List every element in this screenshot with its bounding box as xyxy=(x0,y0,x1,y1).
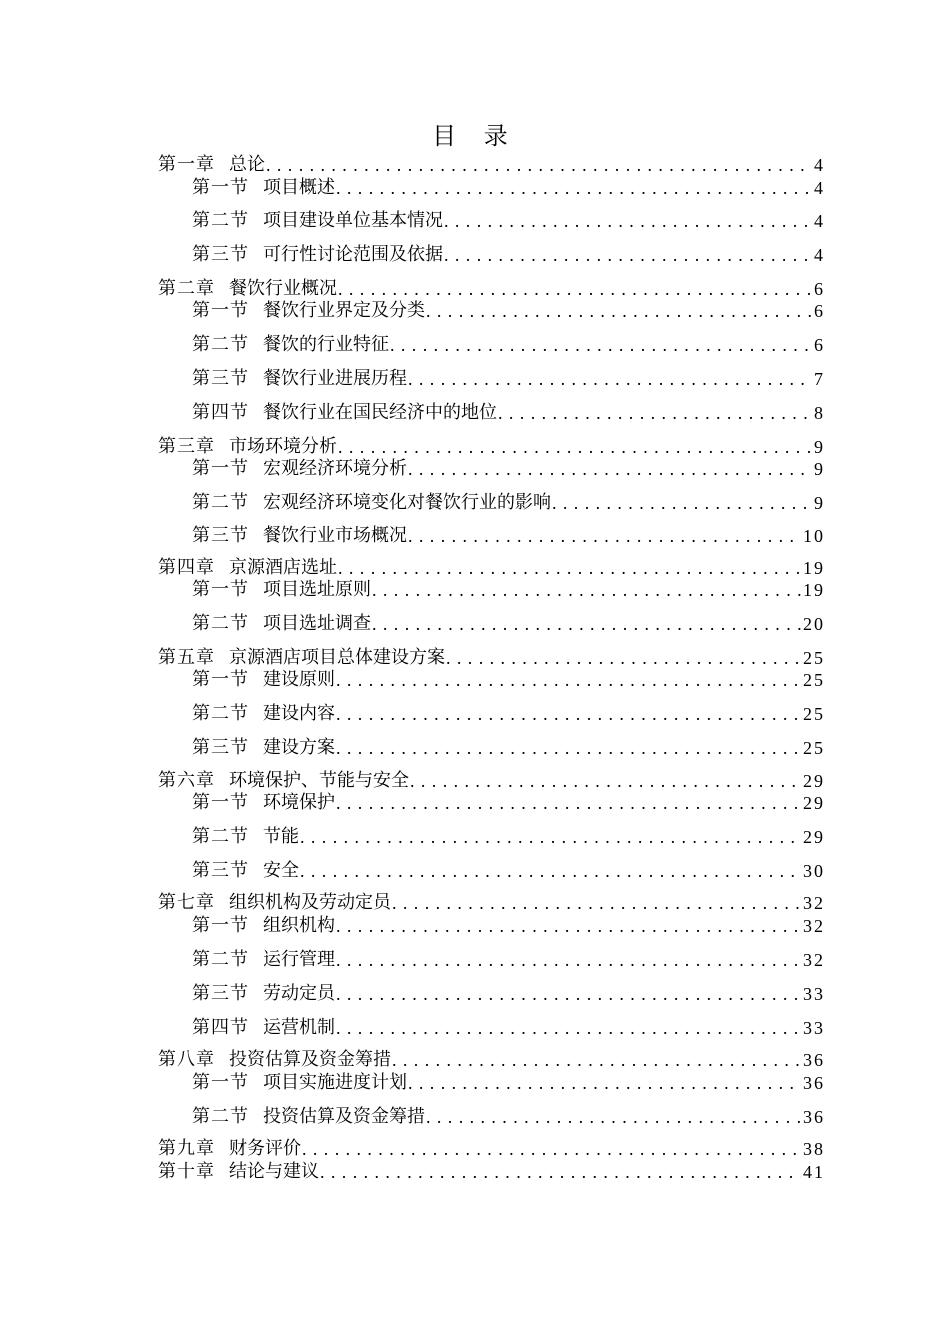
entry-page-number: 4 xyxy=(814,211,825,231)
entry-number: 第三章 xyxy=(158,436,215,457)
entry-page-number: 4 xyxy=(814,178,825,198)
entry-page-number: 36 xyxy=(803,1107,825,1127)
entry-number: 第一节 xyxy=(192,669,249,690)
toc-entry-section[interactable] xyxy=(192,943,825,971)
entry-title: 可行性讨论范围及依据 xyxy=(263,244,443,265)
entry-page-number: 9 xyxy=(814,459,825,479)
entry-number: 第三节 xyxy=(192,983,249,1004)
dot-leader xyxy=(336,983,801,1005)
entry-number: 第一节 xyxy=(192,177,249,198)
entry-page-number: 20 xyxy=(803,614,825,634)
entry-number: 第四节 xyxy=(192,1017,249,1038)
entry-page-number: 10 xyxy=(803,526,825,546)
entry-page-number: 25 xyxy=(803,704,825,724)
entry-page-number: 7 xyxy=(814,369,825,389)
dot-leader xyxy=(390,334,812,356)
entry-number: 第四节 xyxy=(192,402,249,423)
entry-page-number: 25 xyxy=(803,670,825,690)
entry-page-number: 9 xyxy=(814,493,825,513)
toc-entry-section[interactable] xyxy=(192,977,825,1005)
entry-title: 劳动定员 xyxy=(263,983,335,1004)
entry-page-number: 36 xyxy=(803,1073,825,1093)
entry-title: 环境保护 xyxy=(263,792,335,813)
dot-leader xyxy=(408,368,812,390)
toc-entry-section[interactable] xyxy=(192,328,825,356)
entry-number: 第九章 xyxy=(158,1138,215,1159)
entry-number: 第三节 xyxy=(192,737,249,758)
entry-number: 第二节 xyxy=(192,1106,249,1127)
entry-page-number: 19 xyxy=(803,558,825,578)
entry-title: 宏观经济环境变化对餐饮行业的影响 xyxy=(263,492,551,513)
entry-title: 餐饮行业在国民经济中的地位 xyxy=(263,402,497,423)
entry-number: 第三节 xyxy=(192,244,249,265)
dot-leader xyxy=(444,244,812,266)
entry-number: 第三节 xyxy=(192,525,249,546)
toc-entry-section[interactable] xyxy=(192,786,825,814)
toc-entry-section[interactable] xyxy=(192,519,825,547)
toc-entry-section[interactable] xyxy=(192,362,825,390)
entry-title: 总论 xyxy=(229,154,265,175)
dot-leader xyxy=(336,703,801,725)
entry-number: 第七章 xyxy=(158,892,215,913)
dot-leader xyxy=(408,525,801,547)
dot-leader xyxy=(336,669,801,691)
entry-number: 第一节 xyxy=(192,300,249,321)
toc-entry-section[interactable] xyxy=(192,573,825,601)
entry-page-number: 25 xyxy=(803,648,825,668)
entry-number: 第四章 xyxy=(158,557,215,578)
dot-leader xyxy=(336,737,801,759)
entry-title: 节能 xyxy=(263,826,299,847)
entry-page-number: 38 xyxy=(803,1139,825,1159)
dot-leader xyxy=(408,458,812,480)
dot-leader xyxy=(336,915,801,937)
entry-title: 结论与建议 xyxy=(229,1161,319,1182)
entry-title: 建设原则 xyxy=(263,669,335,690)
toc-entry-section[interactable] xyxy=(192,697,825,725)
entry-number: 第二节 xyxy=(192,949,249,970)
toc-entry-section[interactable] xyxy=(192,238,825,266)
entry-title: 运营机制 xyxy=(263,1017,335,1038)
entry-number: 第八章 xyxy=(158,1049,215,1070)
entry-number: 第二节 xyxy=(192,613,249,634)
dot-leader xyxy=(336,949,801,971)
entry-title: 京源酒店项目总体建设方案 xyxy=(229,647,445,668)
toc-entry-section[interactable] xyxy=(192,1100,825,1128)
toc-title: 目 录 xyxy=(432,122,518,150)
entry-title: 餐饮行业进展历程 xyxy=(263,368,407,389)
toc-entry-section[interactable] xyxy=(192,452,825,480)
entry-number: 第三节 xyxy=(192,860,249,881)
entry-title: 宏观经济环境分析 xyxy=(263,458,407,479)
entry-page-number: 9 xyxy=(814,437,825,457)
entry-title: 京源酒店选址 xyxy=(229,557,337,578)
dot-leader xyxy=(372,579,801,601)
entry-title: 餐饮行业市场概况 xyxy=(263,525,407,546)
entry-title: 组织机构 xyxy=(263,915,335,936)
dot-leader xyxy=(426,1106,801,1128)
entry-title: 投资估算及资金筹措 xyxy=(229,1049,391,1070)
entry-number: 第二节 xyxy=(192,703,249,724)
entry-page-number: 30 xyxy=(803,861,825,881)
entry-page-number: 6 xyxy=(814,335,825,355)
entry-page-number: 32 xyxy=(803,893,825,913)
entry-title: 餐饮行业概况 xyxy=(229,278,337,299)
toc-entry-section[interactable] xyxy=(192,1066,825,1094)
toc-entry-section[interactable] xyxy=(192,204,825,232)
dot-leader xyxy=(320,1161,801,1183)
dot-leader xyxy=(336,177,812,199)
entry-title: 餐饮的行业特征 xyxy=(263,334,389,355)
entry-title: 项目概述 xyxy=(263,177,335,198)
entry-title: 安全 xyxy=(263,860,299,881)
entry-title: 组织机构及劳动定员 xyxy=(229,892,391,913)
toc-entry-section[interactable] xyxy=(192,294,825,322)
dot-leader xyxy=(498,402,812,424)
entry-page-number: 33 xyxy=(803,1018,825,1038)
entry-number: 第二节 xyxy=(192,210,249,231)
toc-entry-section[interactable] xyxy=(192,820,825,848)
entry-number: 第六章 xyxy=(158,770,215,791)
entry-number: 第二章 xyxy=(158,278,215,299)
toc-entry-section[interactable] xyxy=(192,1011,825,1039)
dot-leader xyxy=(408,1072,801,1094)
entry-number: 第三节 xyxy=(192,368,249,389)
dot-leader xyxy=(372,613,801,635)
entry-page-number: 41 xyxy=(803,1162,825,1182)
dot-leader xyxy=(426,300,812,322)
toc-entry-section[interactable] xyxy=(192,909,825,937)
dot-leader xyxy=(336,792,801,814)
entry-page-number: 29 xyxy=(803,771,825,791)
entry-page-number: 19 xyxy=(803,580,825,600)
entry-number: 第一节 xyxy=(192,1072,249,1093)
entry-number: 第二节 xyxy=(192,492,249,513)
entry-title: 项目建设单位基本情况 xyxy=(263,210,443,231)
entry-number: 第一节 xyxy=(192,458,249,479)
toc-entry-section[interactable] xyxy=(192,731,825,759)
entry-title: 运行管理 xyxy=(263,949,335,970)
entry-number: 第一章 xyxy=(158,154,215,175)
entry-page-number: 29 xyxy=(803,827,825,847)
entry-page-number: 36 xyxy=(803,1050,825,1070)
dot-leader xyxy=(300,860,801,882)
dot-leader xyxy=(444,210,812,232)
toc-entry-section[interactable] xyxy=(192,607,825,635)
entry-title: 财务评价 xyxy=(229,1138,301,1159)
entry-title: 项目选址调查 xyxy=(263,613,371,634)
entry-number: 第二节 xyxy=(192,334,249,355)
entry-page-number: 6 xyxy=(814,301,825,321)
entry-title: 建设方案 xyxy=(263,737,335,758)
entry-number: 第一节 xyxy=(192,792,249,813)
entry-title: 环境保护、节能与安全 xyxy=(229,770,409,791)
entry-number: 第一节 xyxy=(192,579,249,600)
entry-title: 餐饮行业界定及分类 xyxy=(263,300,425,321)
entry-page-number: 6 xyxy=(814,279,825,299)
entry-number: 第十章 xyxy=(158,1161,215,1182)
entry-title: 建设内容 xyxy=(263,703,335,724)
entry-title: 市场环境分析 xyxy=(229,436,337,457)
entry-page-number: 4 xyxy=(814,155,825,175)
toc-entry-section[interactable] xyxy=(192,663,825,691)
dot-leader xyxy=(300,826,801,848)
entry-page-number: 33 xyxy=(803,984,825,1004)
toc-entry-section[interactable] xyxy=(192,171,825,199)
entry-page-number: 4 xyxy=(814,245,825,265)
entry-title: 投资估算及资金筹措 xyxy=(263,1106,425,1127)
toc-entry-section[interactable] xyxy=(192,396,825,424)
toc-entry-section[interactable] xyxy=(192,854,825,882)
dot-leader xyxy=(336,1017,801,1039)
dot-leader xyxy=(552,492,812,514)
entry-number: 第五章 xyxy=(158,647,215,668)
entry-number: 第二节 xyxy=(192,826,249,847)
entry-title: 项目实施进度计划 xyxy=(263,1072,407,1093)
entry-page-number: 32 xyxy=(803,916,825,936)
entry-title: 项目选址原则 xyxy=(263,579,371,600)
entry-number: 第一节 xyxy=(192,915,249,936)
entry-page-number: 32 xyxy=(803,950,825,970)
entry-page-number: 29 xyxy=(803,793,825,813)
toc-entry-section[interactable] xyxy=(192,486,825,514)
entry-page-number: 25 xyxy=(803,738,825,758)
entry-page-number: 8 xyxy=(814,403,825,423)
toc-entry-chapter[interactable] xyxy=(158,1155,825,1183)
